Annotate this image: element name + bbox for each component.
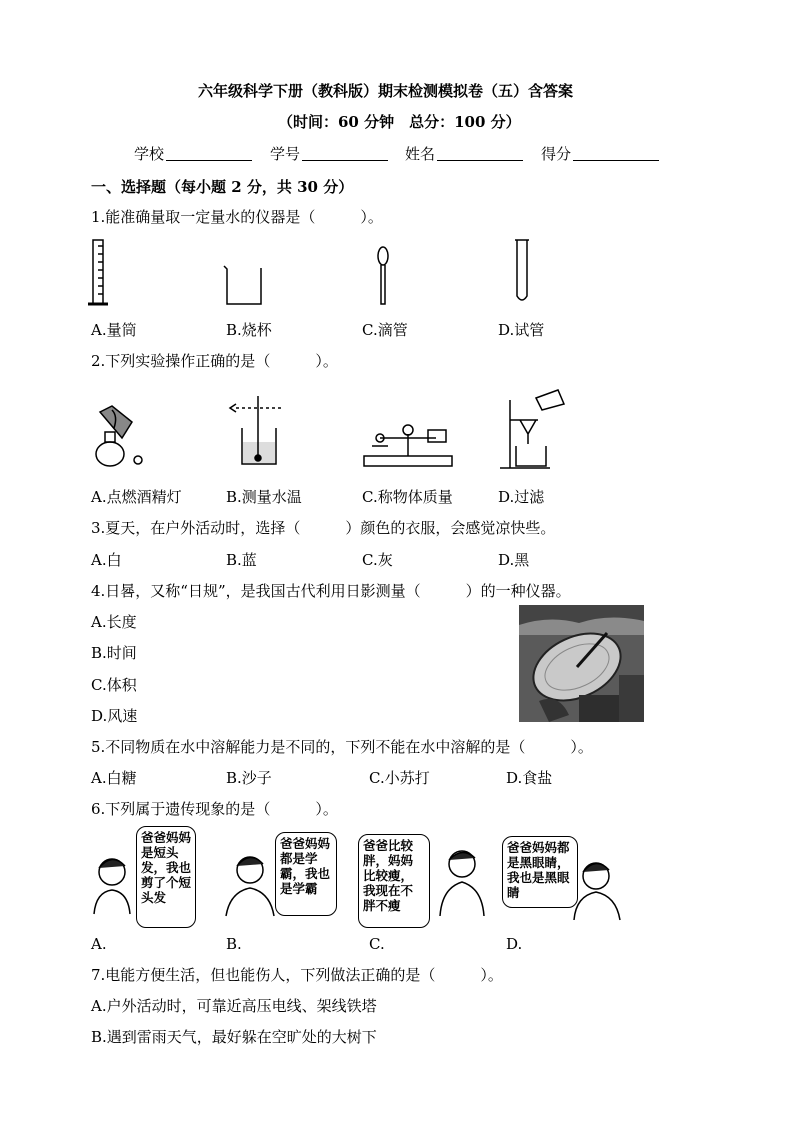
section-heading: 一、选择题（每小题 2 分，共 30 分） <box>91 178 354 196</box>
q6-option-a[interactable]: A. <box>91 935 107 953</box>
q4-option-a[interactable]: A.长度 <box>91 613 137 631</box>
number-field[interactable] <box>270 144 388 164</box>
name-field[interactable] <box>405 144 523 164</box>
score-label: 得分 <box>541 145 572 163</box>
bubble-d: 爸爸妈妈都是黑眼睛，我也是黑眼睛 <box>502 836 578 908</box>
q5-option-c[interactable]: C.小苏打 <box>369 769 430 787</box>
q3-option-d[interactable]: D.黑 <box>498 551 530 569</box>
name-label: 姓名 <box>405 145 436 163</box>
bubble-a: 爸爸妈妈是短头发，我也剪了个短头发 <box>136 826 196 928</box>
q5-option-b[interactable]: B.沙子 <box>226 769 272 787</box>
school-blank[interactable] <box>166 146 252 161</box>
school-field[interactable] <box>134 144 252 164</box>
score-blank[interactable] <box>573 146 659 161</box>
number-label: 学号 <box>270 145 301 163</box>
q2-figures <box>90 386 570 474</box>
q5-stem: 5.不同物质在水中溶解能力是不同的，下列不能在水中溶解的是（ ）。 <box>91 738 593 756</box>
test-tube-icon <box>515 240 529 300</box>
boy-b-icon <box>226 857 274 916</box>
filter-funnel-icon <box>500 390 564 468</box>
q2-option-a[interactable]: A.点燃酒精灯 <box>91 488 182 506</box>
q6-option-d[interactable]: D. <box>506 935 523 953</box>
number-blank[interactable] <box>302 146 388 161</box>
graduated-cylinder-icon <box>88 240 108 304</box>
bubble-b: 爸爸妈妈都是学霸，我也是学霸 <box>275 832 337 916</box>
q4-option-d[interactable]: D.风速 <box>91 707 138 725</box>
page-subtitle: （时间：60 分钟 总分：100 分） <box>278 113 521 131</box>
q1-option-b[interactable]: B.烧杯 <box>226 321 272 339</box>
q7-option-a[interactable]: A.户外活动时，可靠近高压电线、架线铁塔 <box>91 997 377 1015</box>
q3-option-b[interactable]: B.蓝 <box>226 551 257 569</box>
q5-option-a[interactable]: A.白糖 <box>91 769 137 787</box>
q6-stem: 6.下列属于遗传现象的是（ ）。 <box>91 800 338 818</box>
q6-figures <box>90 850 630 922</box>
score-field[interactable] <box>541 144 659 164</box>
thermometer-icon <box>230 396 282 464</box>
school-label: 学校 <box>134 145 165 163</box>
q2-stem: 2.下列实验操作正确的是（ ）。 <box>91 352 338 370</box>
q2-option-d[interactable]: D.过滤 <box>498 488 545 506</box>
q1-figures <box>85 236 545 312</box>
beaker-icon <box>224 266 261 304</box>
alcohol-lamp-icon <box>96 406 142 466</box>
q3-stem: 3.夏天，在户外活动时，选择（ ）颜色的衣服，会感觉凉快些。 <box>91 519 556 537</box>
dropper-icon <box>378 247 388 304</box>
boy-c-icon <box>440 851 484 916</box>
q4-stem: 4.日晷，又称“日规”，是我国古代利用日影测量（ ）的一种仪器。 <box>91 582 571 600</box>
boy-d-icon <box>574 863 620 920</box>
name-blank[interactable] <box>437 146 523 161</box>
q2-option-c[interactable]: C.称物体质量 <box>362 488 453 506</box>
q6-option-c[interactable]: C. <box>369 935 385 953</box>
bubble-c: 爸爸比较胖，妈妈比较瘦，我现在不胖不瘦 <box>358 834 430 928</box>
q7-option-b[interactable]: B.遇到雷雨天气，最好躲在空旷处的大树下 <box>91 1028 377 1046</box>
q6-option-b[interactable]: B. <box>226 935 242 953</box>
q7-stem: 7.电能方便生活，但也能伤人，下列做法正确的是（ ）。 <box>91 966 503 984</box>
q1-option-a[interactable]: A.量筒 <box>91 321 137 339</box>
q3-option-a[interactable]: A.白 <box>91 551 122 569</box>
q1-stem: 1.能准确量取一定量水的仪器是（ ）。 <box>91 208 383 226</box>
sundial-photo <box>519 605 644 722</box>
balance-scale-icon <box>364 425 452 466</box>
q4-option-c[interactable]: C.体积 <box>91 676 137 694</box>
q4-option-b[interactable]: B.时间 <box>91 644 137 662</box>
q5-option-d[interactable]: D.食盐 <box>506 769 553 787</box>
q3-option-c[interactable]: C.灰 <box>362 551 393 569</box>
q1-option-c[interactable]: C.滴管 <box>362 321 408 339</box>
boy-a-icon <box>94 859 130 914</box>
q1-option-d[interactable]: D.试管 <box>498 321 545 339</box>
q2-option-b[interactable]: B.测量水温 <box>226 488 302 506</box>
page-title: 六年级科学下册（教科版）期末检测模拟卷（五）含答案 <box>198 82 574 100</box>
